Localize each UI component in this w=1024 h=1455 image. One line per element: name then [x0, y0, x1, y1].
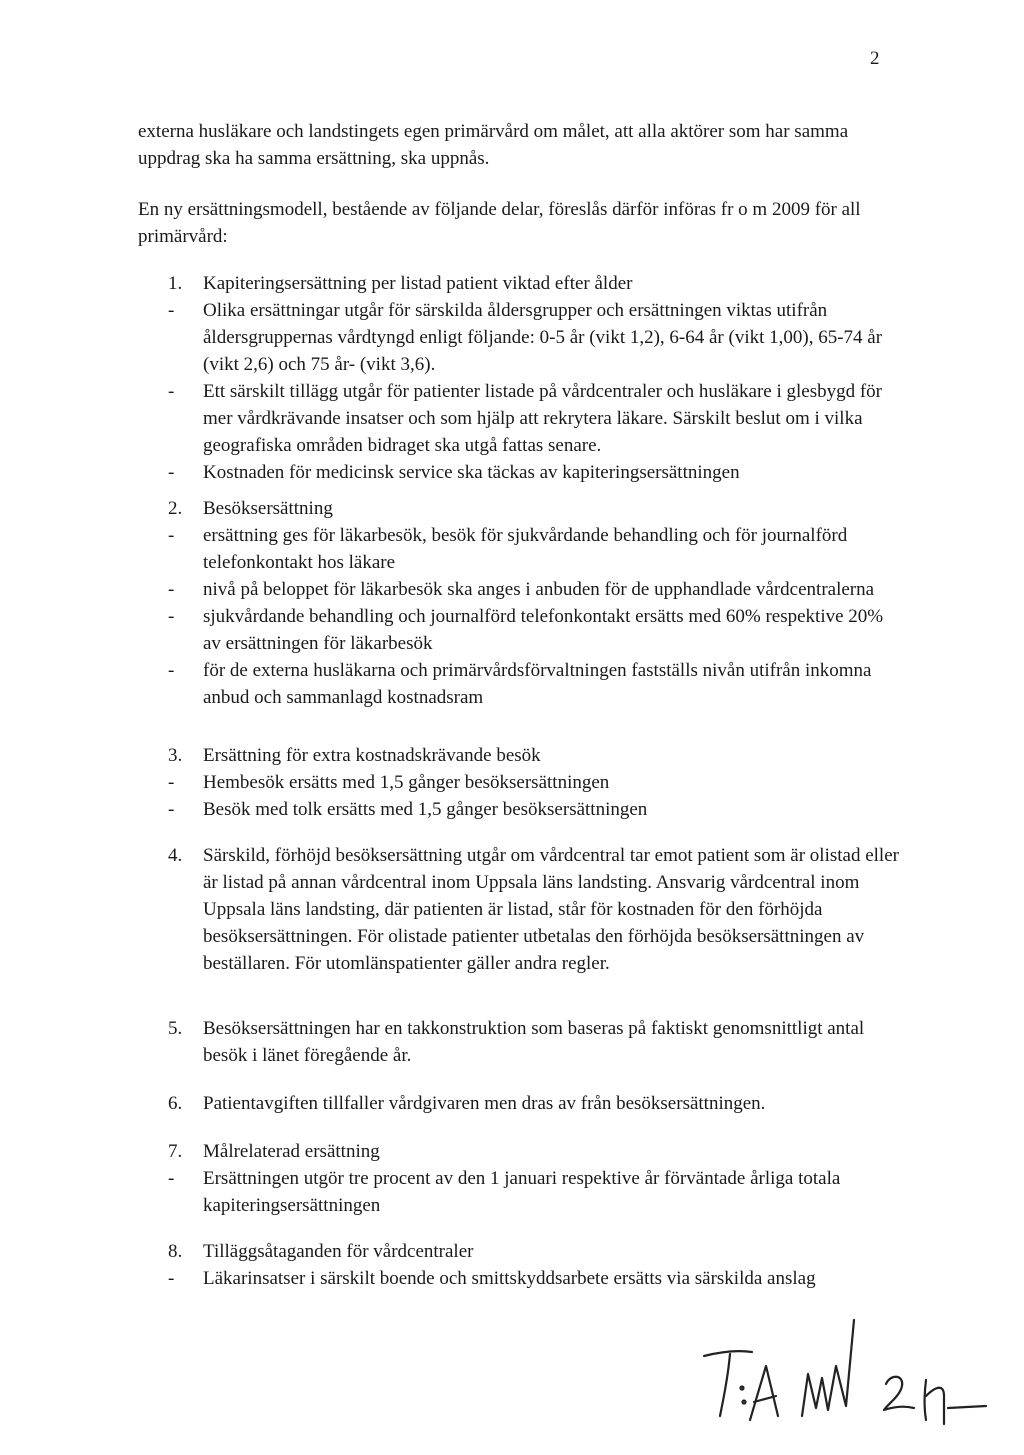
section-8 — [168, 1238, 903, 1292]
bullet-marker: - — [168, 1268, 175, 1289]
list-item-text: Olika ersättningar utgår för särskilda åldersgrupper och ersättningen viktas utifrån åldersgruppernas vårdtyngd enligt följande: 0-5 år (vikt 1,2), 6-64 år (vikt 1,00), 65-74 år (vikt 2,6) och 75 år- (vikt 3,6). — [203, 300, 883, 375]
bullet-marker: - — [168, 381, 175, 402]
list-item — [168, 297, 903, 378]
section-1 — [168, 270, 903, 486]
section-7 — [168, 1138, 903, 1219]
list-item-text: för de externa husläkarna och primärvårdsförvaltningen fastställs nivån utifrån inkomna anbud och sammanlagd kostnadsram — [203, 660, 872, 708]
list-item — [168, 522, 903, 576]
list-item-text: Hembesök ersätts med 1,5 gånger besöksersättningen — [203, 772, 610, 793]
page-number: 2 — [870, 48, 880, 69]
section-number: 7. — [168, 1141, 183, 1162]
list-item — [168, 603, 903, 657]
section-title: Kapiteringsersättning per listad patient viktad efter ålder — [203, 273, 633, 294]
list-item-text: sjukvårdande behandling och journalförd telefonkontakt ersätts med 60% respektive 20% av ersättningen för läkarbesök — [203, 606, 884, 654]
handwritten-initials — [690, 1316, 990, 1436]
bullet-marker: - — [168, 772, 175, 793]
list-item — [168, 657, 903, 711]
list-item-text: Läkarinsatser i särskilt boende och smittskyddsarbete ersätts via särskilda anslag — [203, 1268, 816, 1289]
section-number: 8. — [168, 1241, 183, 1262]
list-item — [168, 378, 903, 459]
list-item-text: Ersättningen utgör tre procent av den 1 januari respektive år förväntade årliga totala kapiteringsersättningen — [203, 1168, 841, 1216]
list-item-text: ersättning ges för läkarbesök, besök för sjukvårdande behandling och för journalförd telefonkontakt hos läkare — [203, 525, 848, 573]
section-title: Tilläggsåtaganden för vårdcentraler — [203, 1241, 474, 1262]
bullet-marker: - — [168, 525, 175, 546]
list-item — [168, 769, 903, 796]
intro-paragraph-2: En ny ersättningsmodell, bestående av följande delar, föreslås därför införas fr o m 2009 för all primärvård: — [138, 199, 861, 247]
list-item-text: Ett särskilt tillägg utgår för patienter listade på vårdcentraler och husläkare i glesbygd för mer vårdkrävande insatser och som hjälp att rekrytera läkare. Särskilt beslut om i vilka geografiska områden bidraget ska utgå fattas senare. — [203, 381, 883, 456]
section-6 — [168, 1090, 903, 1117]
list-item — [168, 1265, 903, 1292]
section-number: 1. — [168, 273, 183, 294]
section-2 — [168, 495, 903, 711]
list-item-text: nivå på beloppet för läkarbesök ska anges i anbuden för de upphandlade vårdcentralerna — [203, 579, 875, 600]
bullet-marker: - — [168, 579, 175, 600]
handwritten-initials-drawing — [690, 1316, 990, 1436]
bullet-marker: - — [168, 606, 175, 627]
bullet-marker: - — [168, 300, 175, 321]
section-3 — [168, 742, 903, 823]
list-item-text: Kostnaden för medicinsk service ska täckas av kapiteringsersättningen — [203, 462, 740, 483]
list-item — [168, 576, 903, 603]
section-number: 6. — [168, 1093, 183, 1114]
bullet-marker: - — [168, 660, 175, 681]
section-number: 3. — [168, 745, 183, 766]
section-number: 2. — [168, 498, 183, 519]
section-text: Patientavgiften tillfaller vårdgivaren men dras av från besöksersättningen. — [203, 1093, 766, 1114]
intro-paragraph-1: externa husläkare och landstingets egen primärvård om målet, att alla aktörer som har samma uppdrag ska ha samma ersättning, ska uppnås. — [138, 121, 849, 169]
bullet-marker: - — [168, 799, 175, 820]
section-title: Målrelaterad ersättning — [203, 1141, 380, 1162]
bullet-marker: - — [168, 1168, 175, 1189]
bullet-marker: - — [168, 462, 175, 483]
list-item-text: Besök med tolk ersätts med 1,5 gånger besöksersättningen — [203, 799, 648, 820]
section-text: Besöksersättningen har en takkonstruktion som baseras på faktiskt genomsnittligt antal besök i länet föregående år. — [203, 1018, 865, 1066]
section-5 — [168, 1015, 903, 1069]
section-4 — [168, 842, 903, 977]
section-number: 5. — [168, 1018, 183, 1039]
list-item — [168, 459, 903, 486]
list-item — [168, 796, 903, 823]
list-item — [168, 1165, 903, 1219]
section-number: 4. — [168, 845, 183, 866]
section-title: Besöksersättning — [203, 498, 333, 519]
section-title: Ersättning för extra kostnadskrävande besök — [203, 745, 541, 766]
section-text: Särskild, förhöjd besöksersättning utgår om vårdcentral tar emot patient som är olistad eller är listad på annan vårdcentral inom Uppsala läns landsting. Ansvarig vårdcentral inom Uppsala läns landsting, där patienten är listad, står för kostnaden för den förhöjda besöksersättningen. För olistade patienter utbetalas den förhöjda besöksersättningen av beställaren. För utomlänspatienter gäller andra regler. — [203, 845, 899, 974]
